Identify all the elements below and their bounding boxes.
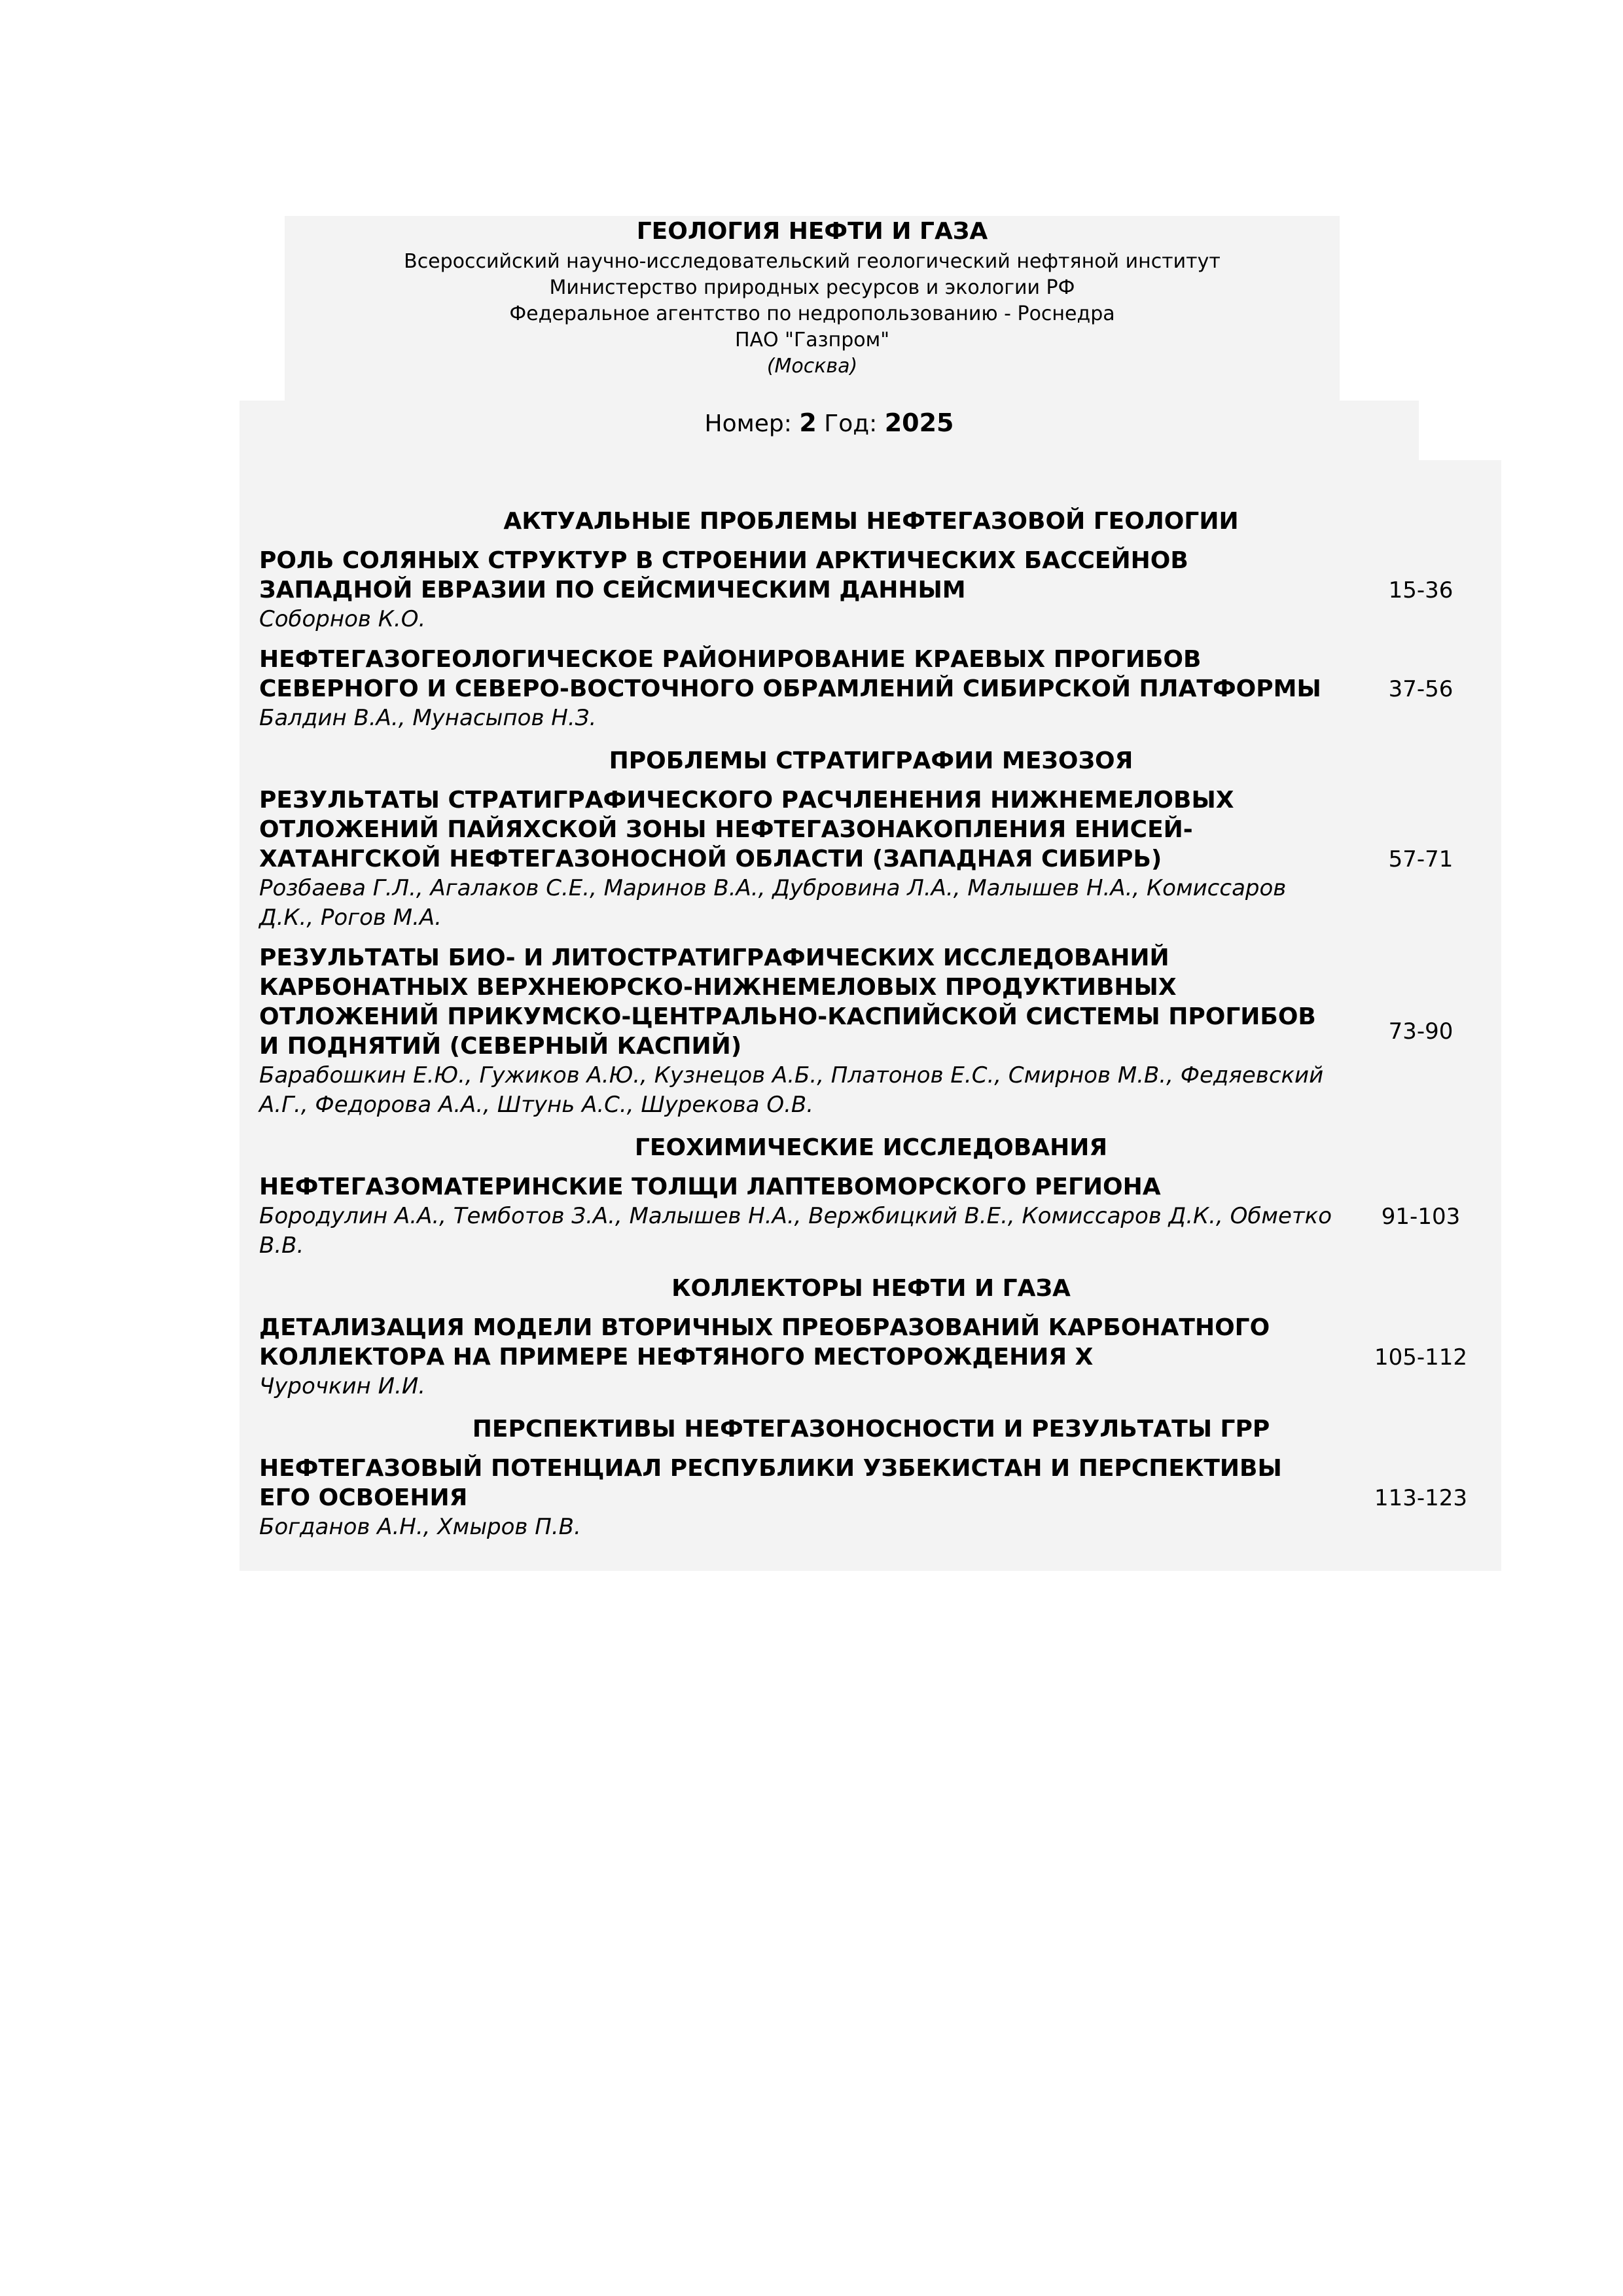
article-entry <box>259 1172 1489 1261</box>
article-entry <box>259 943 1489 1120</box>
organization-line: ПАО "Газпром" <box>734 329 890 351</box>
article-entry <box>259 546 1489 634</box>
issue-info <box>240 408 1419 437</box>
issue-number-label: Номер: <box>704 410 792 437</box>
article-title[interactable]: НЕФТЕГАЗОГЕОЛОГИЧЕСКОЕ РАЙОНИРОВАНИЕ КРАЕВЫХ ПРОГИБОВ СЕВЕРНОГО И СЕВЕРО-ВОСТОЧНОГО ОБРАМЛЕНИЙ СИБИРСКОЙ ПЛАТФОРМЫ <box>259 646 1321 702</box>
article-pages: 73-90 <box>1388 1018 1454 1045</box>
section-title: КОЛЛЕКТОРЫ НЕФТИ И ГАЗА <box>671 1275 1071 1302</box>
article-authors: Барабошкин Е.Ю., Гужиков А.Ю., Кузнецов А.Б., Платонов Е.С., Смирнов М.В., Федяевский А.Г., Федорова А.А., Штунь А.С., Шурекова О.В. <box>259 1062 1324 1118</box>
article-entry <box>259 1454 1489 1542</box>
section-title: ПЕРСПЕКТИВЫ НЕФТЕГАЗОНОСНОСТИ И РЕЗУЛЬТАТЫ ГРР <box>472 1416 1270 1443</box>
issue-number: 2 <box>799 408 817 437</box>
article-title[interactable]: ДЕТАЛИЗАЦИЯ МОДЕЛИ ВТОРИЧНЫХ ПРЕОБРАЗОВАНИЙ КАРБОНАТНОГО КОЛЛЕКТОРА НА ПРИМЕРЕ НЕФТЯНОГО МЕСТОРОЖДЕНИЯ Х <box>259 1314 1270 1371</box>
article-title[interactable]: РОЛЬ СОЛЯНЫХ СТРУКТУР В СТРОЕНИИ АРКТИЧЕСКИХ БАССЕЙНОВ ЗАПАДНОЙ ЕВРАЗИИ ПО СЕЙСМИЧЕСКИМ ДАННЫМ <box>259 547 1188 603</box>
section-title: ГЕОХИМИЧЕСКИЕ ИССЛЕДОВАНИЯ <box>634 1134 1108 1161</box>
article-authors: Розбаева Г.Л., Агалаков С.Е., Маринов В.А., Дубровина Л.А., Малышев Н.А., Комиссаров Д.К., Рогов М.А. <box>259 875 1287 931</box>
article-title[interactable]: РЕЗУЛЬТАТЫ СТРАТИГРАФИЧЕСКОГО РАСЧЛЕНЕНИЯ НИЖНЕМЕЛОВЫХ ОТЛОЖЕНИЙ ПАЙЯХСКОЙ ЗОНЫ НЕФТЕГАЗОНАКОПЛЕНИЯ ЕНИСЕЙ-ХАТАНГСКОЙ НЕФТЕГАЗОНОСНОЙ ОБЛАСТИ (ЗАПАДНАЯ СИБИРЬ) <box>259 787 1234 872</box>
article-authors: Чурочкин И.И. <box>259 1373 426 1399</box>
article-pages: 105-112 <box>1374 1344 1468 1371</box>
article-entry <box>259 645 1489 733</box>
organization-line: Министерство природных ресурсов и экологии РФ <box>549 276 1075 299</box>
article-entry <box>259 1313 1489 1401</box>
article-title[interactable]: РЕЗУЛЬТАТЫ БИО- И ЛИТОСТРАТИГРАФИЧЕСКИХ ИССЛЕДОВАНИЙ КАРБОНАТНЫХ ВЕРХНЕЮРСКО-НИЖНЕМЕЛОВЫХ ПРОДУКТИВНЫХ ОТЛОЖЕНИЙ ПРИКУМСКО-ЦЕНТРАЛЬНО-КАСПИЙСКОЙ СИСТЕМЫ ПРОГИБОВ И ПОДНЯТИЙ (СЕВЕРНЫЙ КАСПИЙ) <box>259 944 1316 1060</box>
organization-line: Всероссийский научно-исследовательский геологический нефтяной институт <box>404 250 1221 273</box>
city: (Москва) <box>766 355 858 378</box>
article-title[interactable]: НЕФТЕГАЗОВЫЙ ПОТЕНЦИАЛ РЕСПУБЛИКИ УЗБЕКИСТАН И ПЕРСПЕКТИВЫ ЕГО ОСВОЕНИЯ <box>259 1455 1282 1511</box>
article-authors: Соборнов К.О. <box>259 606 426 632</box>
article-authors: Балдин В.А., Мунасыпов Н.З. <box>259 705 597 731</box>
article-pages: 37-56 <box>1388 675 1454 702</box>
article-pages: 57-71 <box>1388 846 1454 872</box>
table-of-contents <box>259 504 1489 1552</box>
article-pages: 15-36 <box>1388 577 1454 603</box>
article-pages: 91-103 <box>1381 1203 1461 1230</box>
article-title[interactable]: НЕФТЕГАЗОМАТЕРИНСКИЕ ТОЛЩИ ЛАПТЕВОМОРСКОГО РЕГИОНА <box>259 1174 1161 1200</box>
issue-year-label: Год: <box>824 410 878 437</box>
organization-line: Федеральное агентство по недропользованию - Роснедра <box>509 302 1115 325</box>
journal-title: ГЕОЛОГИЯ НЕФТИ И ГАЗА <box>636 218 988 245</box>
section-title: АКТУАЛЬНЫЕ ПРОБЛЕМЫ НЕФТЕГАЗОВОЙ ГЕОЛОГИИ <box>503 508 1239 535</box>
article-entry <box>259 785 1489 933</box>
article-pages: 113-123 <box>1374 1484 1468 1511</box>
section-title: ПРОБЛЕМЫ СТРАТИГРАФИИ МЕЗОЗОЯ <box>609 747 1133 774</box>
issue-year: 2025 <box>884 408 954 437</box>
article-authors: Бородулин А.А., Темботов З.А., Малышев Н.А., Вержбицкий В.Е., Комиссаров Д.К., Обметко В.В. <box>259 1203 1332 1259</box>
article-authors: Богданов А.Н., Хмыров П.В. <box>259 1514 581 1540</box>
